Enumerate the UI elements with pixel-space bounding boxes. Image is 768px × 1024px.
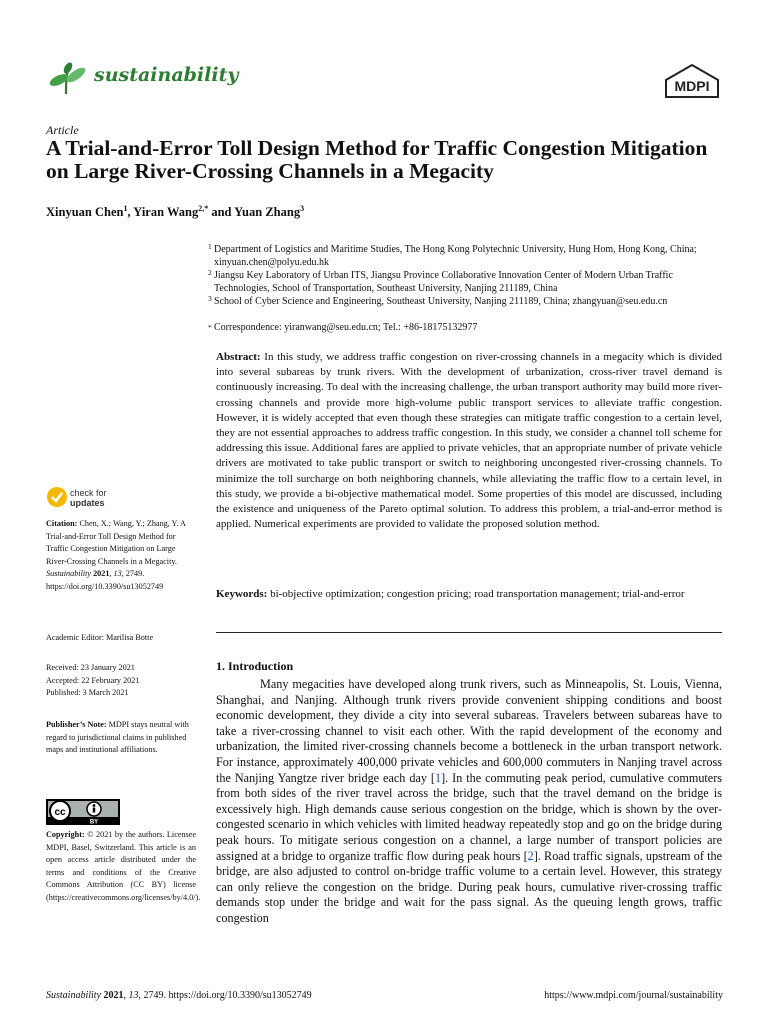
intro-text: ]. In the commuting peak period, cumulative commuters from both sides of the river travel across the bridge, such that the travel demand on the bridge is excessively high. High demands cause serious congestion on the bridge, which is shown by the over-congested scenario in which vehicles with limited headway repeatedly stop and go on the bridge during peak hours. To mitigate serious congestion on a channel, a large number of transport policies are assigned at a bridge to organize traffic flow during peak hours [: [216, 770, 723, 863]
affiliation-number: 1: [208, 242, 212, 251]
affiliation-item: [208, 268, 724, 295]
affiliation-number: 3: [208, 294, 212, 303]
check-for-updates-link[interactable]: [70, 488, 107, 508]
publisher-note-label: Publisher’s Note:: [46, 720, 107, 729]
academic-editor: Academic Editor: Marilisa Botte: [46, 633, 154, 642]
author-name: Xinyuan Chen: [46, 205, 124, 220]
abstract: [216, 350, 722, 532]
footer-year: 2021: [103, 990, 124, 1001]
footer-volume: 13: [128, 990, 139, 1001]
publisher-note-text: MDPI stays neutral with regard to jurisdictional claims in published maps and institutional affiliations.: [46, 720, 189, 754]
abstract-label: Abstract:: [216, 351, 261, 363]
affiliation-text: School of Cyber Science and Engineering, Southeast University, Nanjing 211189, China; zhangyuan@seu.edu.cn: [214, 296, 668, 307]
article-type: Article: [46, 123, 79, 137]
citation-doi[interactable]: , 2749. https://doi.org/10.3390/su13052749: [46, 569, 164, 591]
citation-journal: Sustainability: [46, 569, 92, 578]
affiliation-item: [208, 294, 724, 308]
copyright-text: © 2021 by the authors. Licensee MDPI, Basel, Switzerland. This article is an open access article distributed under the terms and conditions of the Creative Commons Attribution (CC BY) license (https://creativecommons.org/licenses/by/4.0/).: [46, 830, 201, 902]
sustainability-logo-icon: [46, 60, 90, 96]
section-divider: [216, 632, 722, 633]
author-name: Yiran Wang: [133, 205, 199, 220]
article-title: A Trial-and-Error Toll Design Method for Traffic Congestion Mitigation on Large River-Crossing Channels in a Megacity: [46, 136, 708, 183]
keywords: [216, 587, 722, 602]
citation-label: Citation:: [46, 519, 78, 528]
author-sup: 1: [123, 204, 128, 213]
author-separator: and: [208, 205, 235, 220]
keywords-text: bi-objective optimization; congestion pricing; road transportation management; trial-and-error: [270, 588, 685, 600]
keywords-label: Keywords:: [216, 588, 268, 600]
accepted-date: Accepted: 22 February 2021: [46, 675, 140, 685]
author-list: [46, 204, 304, 220]
affiliation-text: Jiangsu Key Laboratory of Urban ITS, Jiangsu Province Collaborative Innovation Center of Modern Urban Traffic Technologies, School of Transportation, Southeast University, Nanjing 211189, China: [214, 270, 673, 294]
svg-text:cc: cc: [54, 807, 66, 818]
citation-link[interactable]: 2: [527, 848, 534, 863]
citation-volume: 13: [113, 569, 122, 578]
footer-url[interactable]: https://www.mdpi.com/journal/sustainability: [544, 990, 723, 1001]
dates-block: [46, 662, 196, 700]
received-date: Received: 23 January 2021: [46, 663, 135, 672]
journal-name: sustainability: [94, 64, 239, 86]
cc-by-license-icon[interactable]: [46, 799, 120, 825]
copyright-label: Copyright:: [46, 830, 85, 839]
citation-link[interactable]: 1: [434, 770, 442, 785]
abstract-text: In this study, we address traffic congestion on river-crossing channels in a megacity which is divided into several subareas by trunk rivers. With the development of urbanization, cross-river travel demand is continuously increasing. To deal with the increasing challenge, the urban transport authority may build more river-crossing channels and provide more high-volume public transport services to alleviate traffic congestion. However, it is widely accepted that even though these strategies can mitigate traffic congestion to a certain level, they are not essential approaches to address traffic congestion. In this study, we consider a channel toll scheme for addressing this issue. Additional fares are applied to private vehicles, that an appropriate number of private vehicle drivers are motivated to take public transport or switch to neighboring uncongested river-crossing channels. To minimize the toll surcharge on both neighboring channels, while alleviating the traffic flow to a certain level, in this study, we provide a bi-objective mathematical model. Some properties of this model are discussed, including the existence and uniqueness of the Pareto optimal solution. To address this problem, a trial-and-error method is applied. Numerical experiments are provided to validate the proposed solution method.: [216, 351, 722, 531]
footer-citation: Sustainability 2021, 13, 2749. https://doi.org/10.3390/su13052749: [46, 990, 312, 1001]
author-sup: 2,*: [198, 204, 209, 213]
copyright-block: [46, 829, 201, 904]
check-updates-line1: check for: [70, 488, 107, 498]
affiliation-text: Correspondence: yiranwang@seu.edu.cn; Tel.: +86-18175132977: [214, 322, 478, 333]
citation-text: Chen, X.; Wang, Y.; Zhang, Y. A Trial-and-Error Toll Design Method for Traffic Congestion Mitigation on Large River-Crossing Channels in a Megacity.: [46, 519, 186, 566]
affiliation-item: [208, 321, 724, 334]
footer-doi[interactable]: , 2749. https://doi.org/10.3390/su13052749: [138, 990, 312, 1001]
cc-label: BY: [89, 819, 99, 825]
affiliation-number: 2: [208, 268, 212, 277]
affiliation-text: Department of Logistics and Maritime Studies, The Hong Kong Polytechnic University, Hung Hom, Hong Kong, China; xinyuan.chen@polyu.edu.hk: [214, 244, 697, 268]
author-name: Yuan Zhang: [234, 205, 301, 220]
citation-year: 2021: [93, 569, 110, 578]
author-separator: ,: [127, 205, 134, 220]
publisher-name: MDPI: [674, 78, 710, 94]
citation-block: Citation: Chen, X.; Wang, Y.; Zhang, Y. A Trial-and-Error Toll Design Method for Traffic Congestion Mitigation on Large River-Crossing Channels in a Megacity. Sustainability 2021, 13, 2749. https://doi.org/10.3390/su13052749: [46, 519, 186, 591]
mdpi-logo-icon: [663, 63, 721, 99]
check-for-updates-icon[interactable]: [46, 486, 68, 508]
affiliation-item: [208, 242, 724, 269]
check-updates-line2: updates: [70, 498, 105, 508]
footer-journal: Sustainability: [46, 990, 101, 1001]
intro-paragraph: [216, 677, 722, 927]
intro-text: Many megacities have developed along trunk rivers, such as Minneapolis, St. Louis, Vienna, Shanghai, and Nanjing. Although trunk rivers provide convenient shipping conditions and boost economic development, they divide a city into several subareas. Travelers between subareas have to take a river-crossing channel to visit each other. With the rapid development of the economy and urbanization, the limited river-crossing channels become a bottleneck in the urban transport network. For instance, approximately 400,000 private vehicles and 600,000 commuters in Nanjing travel across the Nanjing Yangtze river bridge each day [: [216, 677, 722, 785]
published-date: Published: 3 March 2021: [46, 688, 129, 697]
author-sup: 3: [300, 204, 305, 213]
publisher-note: [46, 719, 196, 757]
intro-text: ]. Road traffic signals, upstream of the bridge, are also adjusted to control on-bridge traffic volume to a certain level. However, this strategy can only relieve the congestion on the bridge. During peak hours, cumulative river-crossing traffic demands stop under the bridge and wait for the pass signal. As the queuing length grows, traffic congestion: [216, 848, 722, 925]
affiliation-number: *: [208, 323, 212, 332]
section-heading: 1. Introduction: [216, 659, 294, 673]
